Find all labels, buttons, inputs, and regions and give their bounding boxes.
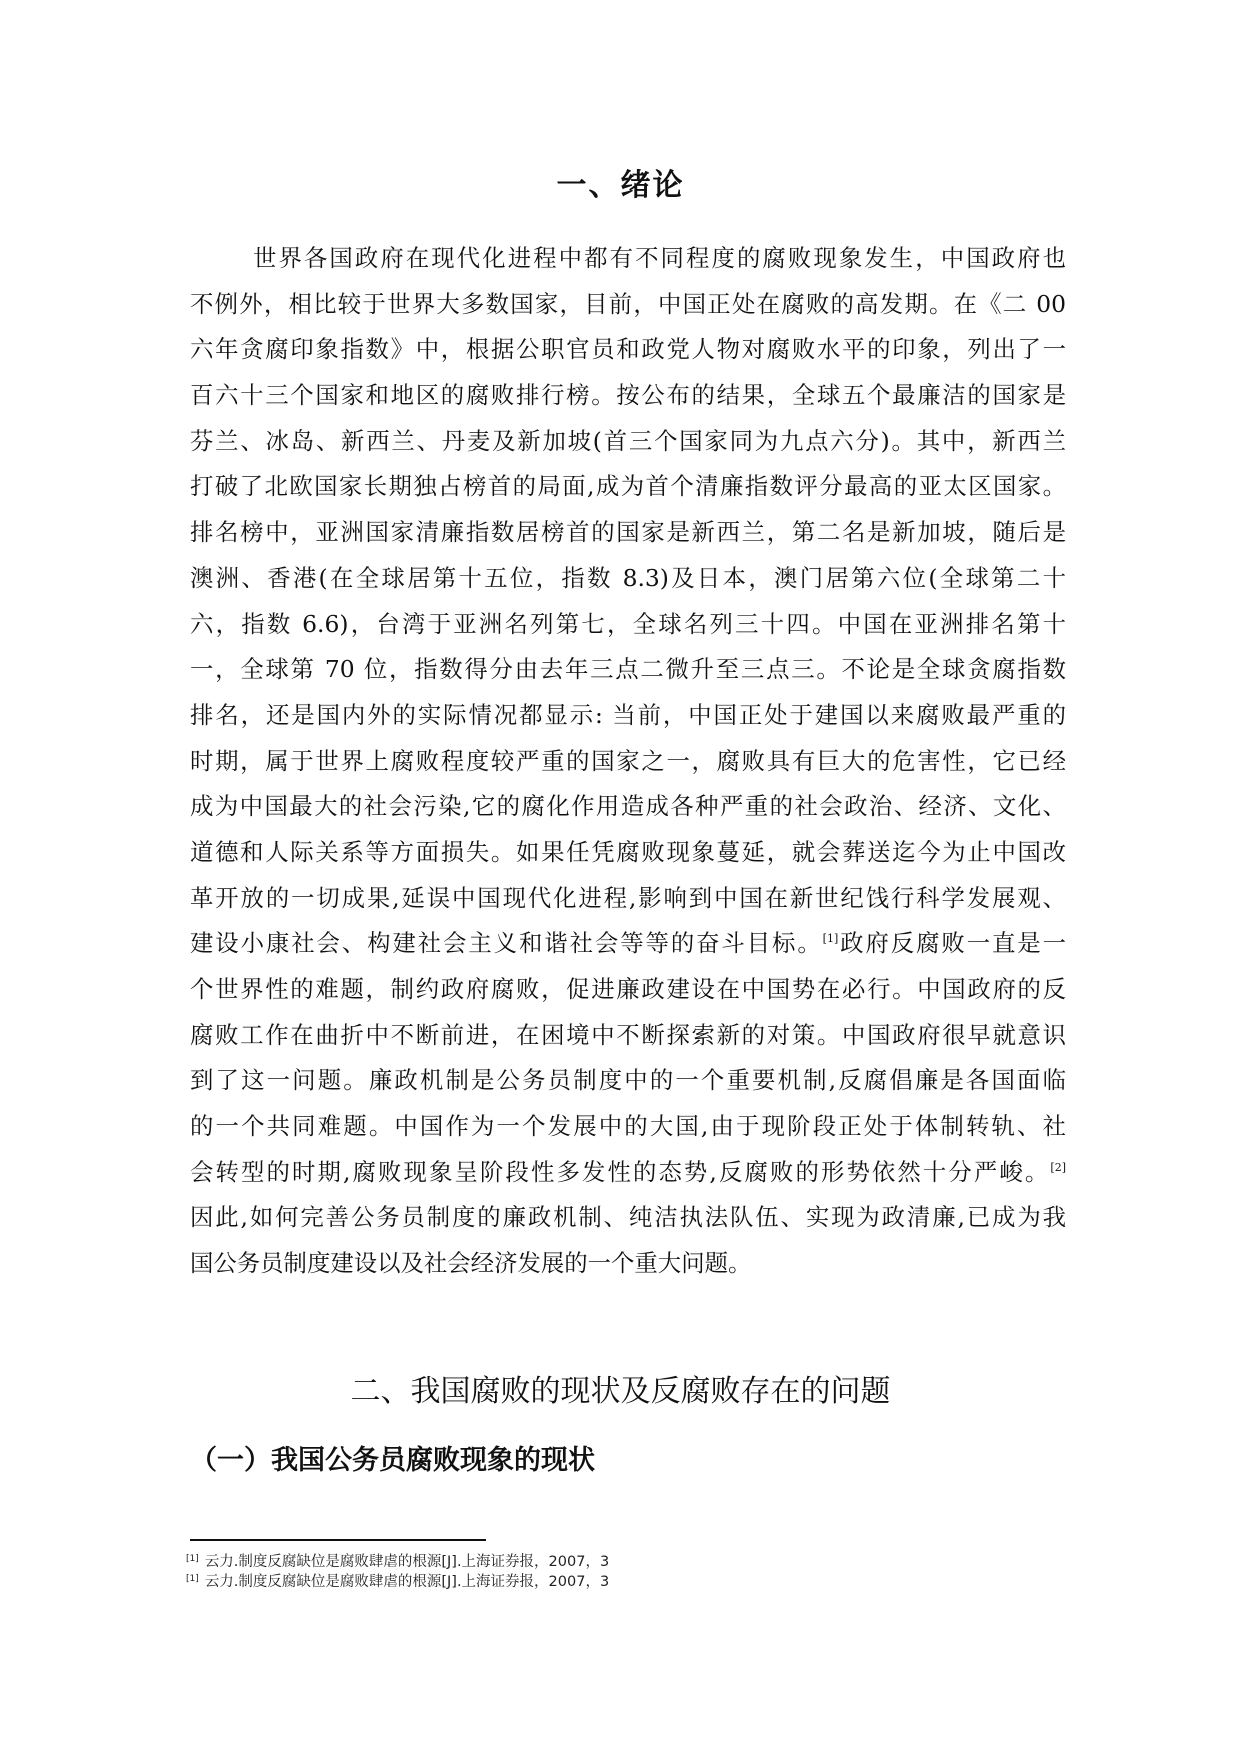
paragraph-line: 的一个共同难题。中国作为一个发展中的大国,由于现阶段正处于体制转轨、社 bbox=[190, 1112, 1066, 1141]
paragraph-line: 打破了北欧国家长期独占榜首的局面,成为首个清廉指数评分最高的亚太区国家。 bbox=[190, 472, 1066, 501]
footnote-text: 云力.制度反腐缺位是腐败肆虐的根源[J].上海证券报，2007，3 bbox=[204, 1574, 610, 1590]
paragraph-line: 世界各国政府在现代化进程中都有不同程度的腐败现象发生，中国政府也 bbox=[253, 244, 1066, 272]
paragraph-line: 成为中国最大的社会污染,它的腐化作用造成各种严重的社会政治、经济、文化、 bbox=[190, 792, 1066, 821]
paragraph-line: 个世界性的难题，制约政府腐败，促进廉政建设在中国势在必行。中国政府的反 bbox=[190, 975, 1066, 1003]
line-text: 建设小康社会、构建社会主义和谐社会等等的奋斗目标。 bbox=[190, 929, 823, 958]
paragraph-line: 六，指数 6.6)，台湾于亚洲名列第七，全球名列三十四。中国在亚洲排名第十 bbox=[190, 609, 1066, 638]
footnote-separator bbox=[190, 1539, 486, 1541]
introduction-paragraph bbox=[190, 236, 1066, 1287]
paragraph-line: 一，全球第 70 位，指数得分由去年三点二微升至三点三。不论是全球贪腐指数 bbox=[190, 655, 1066, 684]
paragraph-line: 到了这一问题。廉政机制是公务员制度中的一个重要机制,反腐倡廉是各国面临 bbox=[190, 1066, 1066, 1095]
paragraph-line: 排名榜中，亚洲国家清廉指数居榜首的国家是新西兰，第二名是新加坡，随后是 bbox=[190, 518, 1066, 547]
paragraph-line: 国公务员制度建设以及社会经济发展的一个重大问题。 bbox=[190, 1249, 752, 1278]
paragraph-line: 革开放的一切成果,延误中国现代化进程,影响到中国在新世纪饯行科学发展观、 bbox=[190, 883, 1066, 912]
paragraph-line: 澳洲、香港(在全球居第十五位，指数 8.3)及日本，澳门居第六位(全球第二十 bbox=[190, 563, 1066, 592]
paragraph-line: 百六十三个国家和地区的腐败排行榜。按公布的结果，全球五个最廉洁的国家是 bbox=[190, 381, 1066, 410]
paragraph-line-with-citation bbox=[190, 1150, 1066, 1196]
paragraph-line: 时期，属于世界上腐败程度较严重的国家之一，腐败具有巨大的危害性，它已经 bbox=[190, 746, 1066, 775]
paragraph-line-with-citation bbox=[190, 921, 1066, 967]
footnote-mark: [1] bbox=[186, 1574, 199, 1584]
chapter-heading-introduction: 一、绪论 bbox=[556, 168, 685, 203]
line-text: 政府反腐败一直是一 bbox=[838, 929, 1067, 958]
footnote-text: 云力.制度反腐缺位是腐败肆虐的根源[J].上海证券报，2007，3 bbox=[204, 1554, 610, 1570]
section-heading: （一）我国公务员腐败现象的现状 bbox=[190, 1445, 595, 1476]
paragraph-line: 道德和人际关系等方面损失。如果任凭腐败现象蔓延，就会葬送迄今为止中国改 bbox=[190, 837, 1066, 866]
paragraph-line: 不例外，相比较于世界大多数国家，目前，中国正处在腐败的高发期。在《二 00 bbox=[190, 289, 1066, 318]
footnote-1 bbox=[186, 1550, 609, 1571]
citation-ref-1[interactable]: [1] bbox=[822, 932, 839, 946]
paragraph-line: 六年贪腐印象指数》中，根据公职官员和政党人物对腐败水平的印象，列出了一 bbox=[190, 335, 1066, 364]
paragraph-line: 腐败工作在曲折中不断前进，在困境中不断探索新的对策。中国政府很早就意识 bbox=[190, 1020, 1066, 1049]
paragraph-line: 排名，还是国内外的实际情况都显示: 当前，中国正处于建国以来腐败最严重的 bbox=[190, 700, 1066, 729]
footnote-2 bbox=[186, 1570, 609, 1591]
footnote-mark: [1] bbox=[186, 1554, 199, 1564]
paragraph-line: 因此,如何完善公务员制度的廉政机制、纯洁执法队伍、实现为政清廉,已成为我 bbox=[190, 1203, 1066, 1232]
chapter-heading-status: 二、我国腐败的现状及反腐败存在的问题 bbox=[350, 1374, 891, 1409]
citation-ref-2[interactable]: [2] bbox=[1050, 1160, 1066, 1174]
line-text: 会转型的时期,腐败现象呈阶段性多发性的态势,反腐败的形势依然十分严峻。 bbox=[190, 1157, 1051, 1186]
paragraph-line: 芬兰、冰岛、新西兰、丹麦及新加坡(首三个国家同为九点六分)。其中，新西兰 bbox=[190, 426, 1066, 455]
